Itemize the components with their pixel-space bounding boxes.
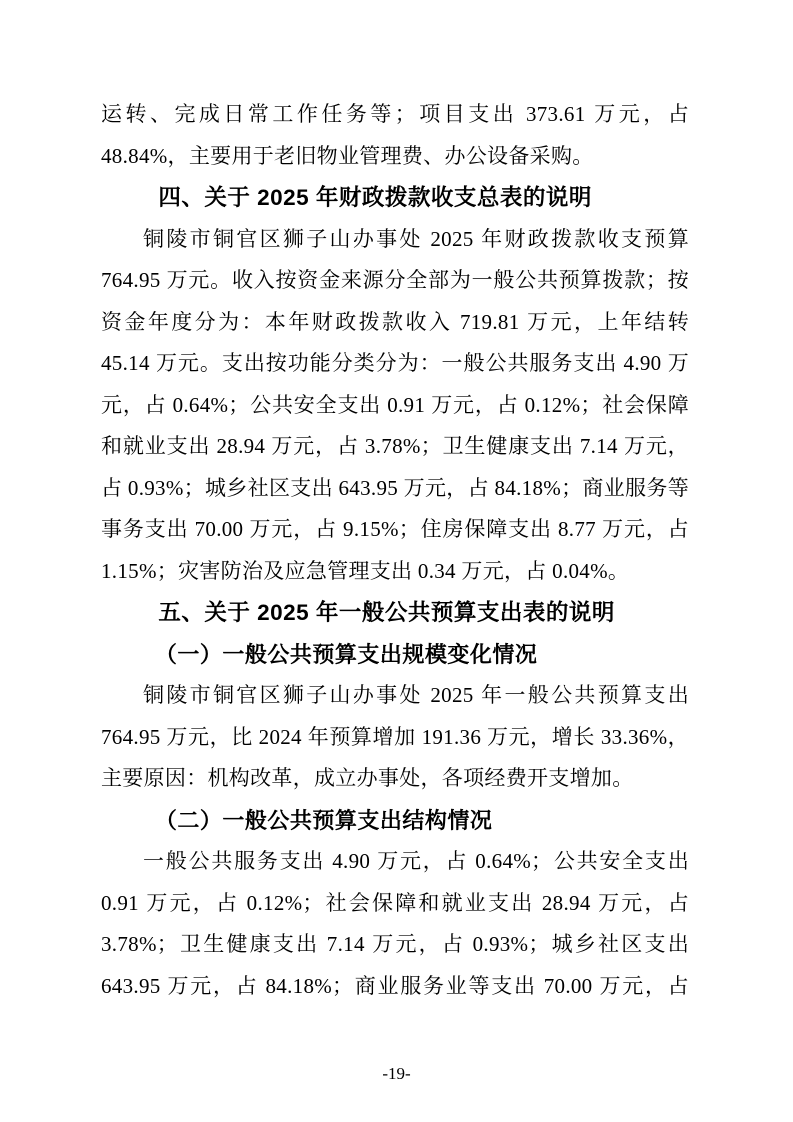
heading-sub-1-expense-scale-change: （一）一般公共预算支出规模变化情况 <box>154 641 538 667</box>
page-body-text <box>101 94 689 1007</box>
page-number: -19- <box>382 1064 411 1083</box>
para-expense-scale-change: 铜陵市铜官区狮子山办事处 2025 年一般公共预算支出 764.95 万元，比 2024 年预算增加 191.36 万元，增长 33.36%，主要原因：机构改革，成立办事处，各项经费开支增加。 <box>101 683 689 790</box>
heading-section-4-fiscal-appropriation-summary: 四、关于 2025 年财政拨款收支总表的说明 <box>158 185 592 210</box>
heading-sub-2-expense-structure: （二）一般公共预算支出结构情况 <box>154 807 493 833</box>
para-project-expense-continued: 运转、完成日常工作任务等；项目支出 373.61 万元，占 48.84%，主要用于老旧物业管理费、办公设备采购。 <box>101 102 689 168</box>
para-fiscal-appropriation-detail: 铜陵市铜官区狮子山办事处 2025 年财政拨款收支预算 764.95 万元。收入按资金来源分全部为一般公共预算拨款；按资金年度分为：本年财政拨款收入 719.81 万元，上年结转 45.14 万元。支出按功能分类分为：一般公共服务支出 4.90 万元，占 0.64%；公共安全支出 0.91 万元，占 0.12%；社会保障和就业支出 28.94 万元，占 3.78%；卫生健康支出 7.14 万元，占 0.93%；城乡社区支出 643.95 万元，占 84.18%；商业服务等事务支出 70.00 万元，占 9.15%；住房保障支出 8.77 万元，占 1.15%；灾害防治及应急管理支出 0.34 万元，占 0.04%。 <box>101 226 689 583</box>
para-expense-structure: 一般公共服务支出 4.90 万元，占 0.64%；公共安全支出 0.91 万元，占 0.12%；社会保障和就业支出 28.94 万元，占 3.78%；卫生健康支出 7.14 万元，占 0.93%；城乡社区支出 643.95 万元，占 84.18%；商业服务业等支出 70.00 万元，占 <box>101 849 689 998</box>
heading-section-5-general-public-budget-expense: 五、关于 2025 年一般公共预算支出表的说明 <box>158 600 615 625</box>
